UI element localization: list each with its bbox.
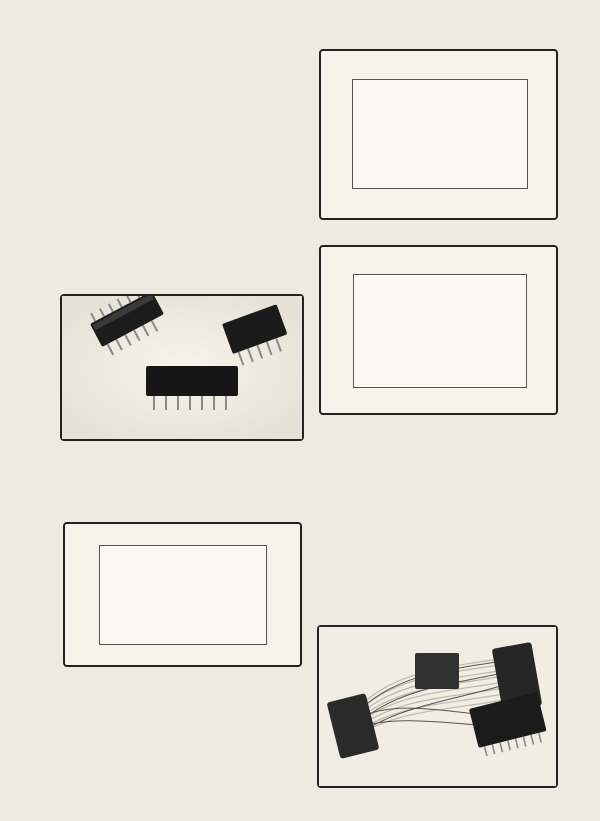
resistor-module-photo <box>60 294 304 441</box>
reed-relay-photo <box>317 625 558 788</box>
diagram-inner-common <box>353 274 527 388</box>
diagram-frame-parallel <box>63 522 302 667</box>
diagram-parallel-resistors <box>100 546 266 644</box>
resistor-module-photo-art <box>62 296 302 439</box>
reed-relay-photo-art <box>319 627 556 786</box>
diagram-common-tap <box>354 275 526 387</box>
diagram-frame-series <box>319 49 558 220</box>
diagram-series-pairs <box>353 80 527 188</box>
diagram-frame-common <box>319 245 558 415</box>
diagram-inner-parallel <box>99 545 267 645</box>
diagram-inner-series <box>352 79 528 189</box>
